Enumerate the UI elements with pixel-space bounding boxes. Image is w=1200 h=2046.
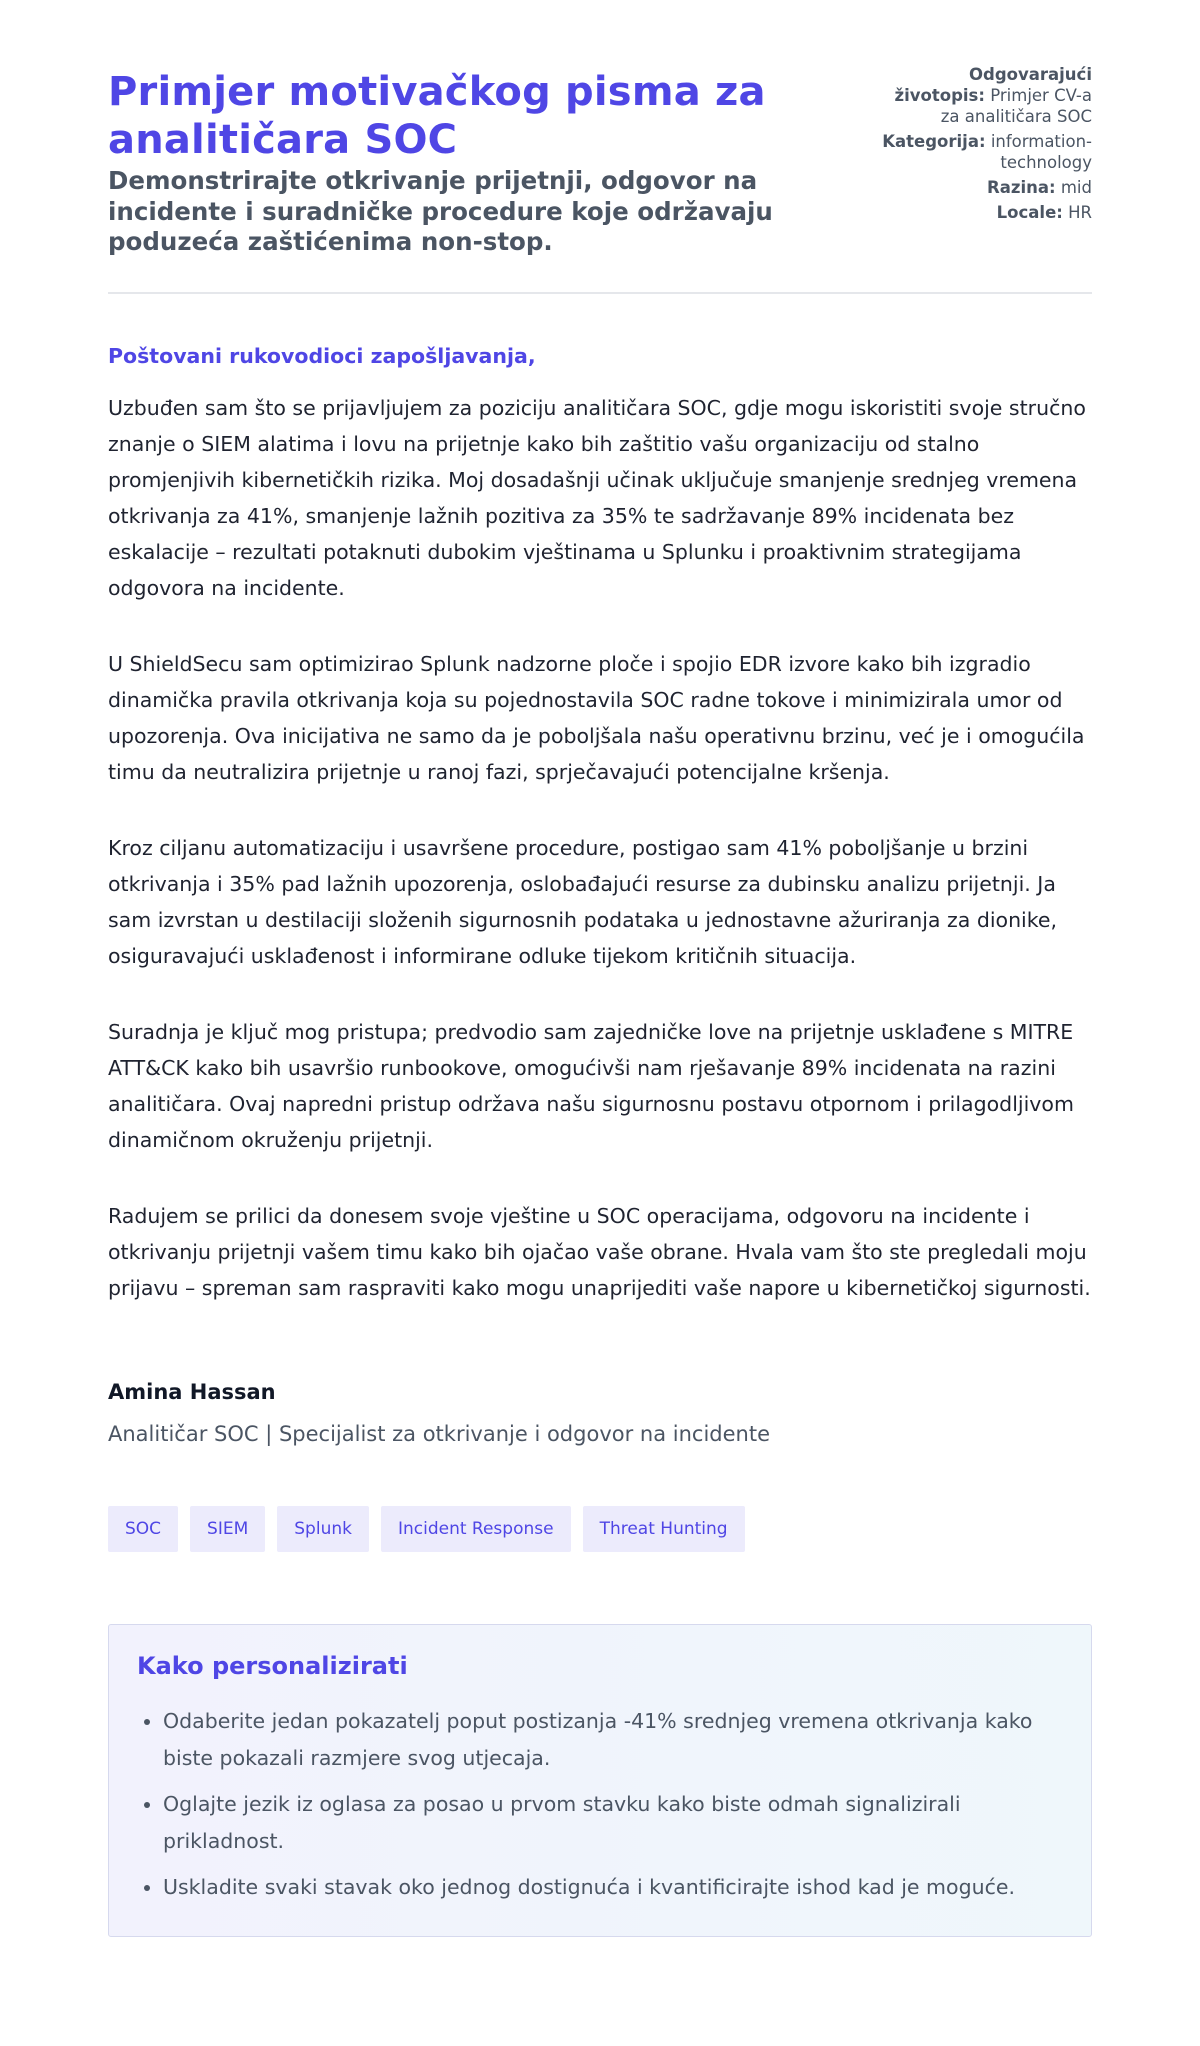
meta-level	[882, 177, 1092, 198]
tag-threat-hunting: Threat Hunting	[583, 1506, 745, 1552]
tag-incident-response: Incident Response	[381, 1506, 571, 1552]
letter-paragraph: Kroz ciljanu automatizaciju i usavršene procedure, postigao sam 41% poboljšanje u brzini otkrivanja i 35% pad lažnih upozorenja, oslobađajući resurse za dubinsku analizu prijetnji. Ja sam izvrstan u destilaciji složenih sigurnosnih podataka u jednostavne ažuriranja za dionike, osiguravajući usklađenost i informirane odluke tijekom kritičnih situacija.	[108, 835, 1058, 968]
signature-block	[108, 1378, 1092, 1448]
page-header	[108, 64, 1092, 294]
tag-splunk: Splunk	[277, 1506, 369, 1552]
meta-value: HR	[1068, 203, 1092, 222]
cover-letter-page	[108, 0, 1092, 1937]
letter-body	[108, 342, 1092, 1306]
letter-paragraph: Radujem se prilici da donesem svoje vještine u SOC operacijama, odgovoru na incidente i otkrivanju prijetnji vašem timu kako bih ojačao vaše obrane. Hvala vam što ste pregledali moju prijavu – spreman sam raspraviti kako mogu unaprijediti vaše napore u kibernetičkoj sigurnosti.	[108, 1203, 1091, 1300]
meta-value-link[interactable]: Primjer CV-a za analitičara SOC	[940, 86, 1092, 126]
tip-item: • Odaberite jedan pokazatelj poput postizanja -41% srednjeg vremena otkrivanja kako biste pokazali razmjere svog utjecaja.	[163, 1703, 1063, 1777]
meta-key: Razina:	[987, 178, 1056, 197]
meta-value: mid	[1060, 178, 1092, 197]
skill-tags	[108, 1506, 1092, 1552]
meta-category	[882, 131, 1092, 173]
tip-item: • Uskladite svaki stavak oko jednog dostignuća i kvantificirajte ishod kad je moguće.	[163, 1869, 1063, 1906]
letter-paragraph: Suradnja je ključ mog pristupa; predvodio sam zajedničke love na prijetnje usklađene s MITRE ATT&CK kako bih usavršio runbookove, omogućivši nam rješavanje 89% incidenata na razini analitičara. Ovaj napredni pristup održava našu sigurnosnu postavu otpornom i prilagodljivom dinamičnom okruženju prijetnji.	[108, 1019, 1074, 1152]
title-block	[108, 64, 828, 258]
tag-siem: SIEM	[190, 1506, 265, 1552]
salutation: Poštovani rukovodioci zapošljavanja,	[108, 343, 536, 368]
letter-paragraph: U ShieldSecu sam optimizirao Splunk nadzorne ploče i spojio EDR izvore kako bih izgradio dinamička pravila otkrivanja koja su pojednostavila SOC radne tokove i minimizirala umor od upozorenja. Ova inicijativa ne samo da je poboljšala našu operativnu brzinu, već je i omogućila timu da neutralizira prijetnje u ranoj fazi, sprječavajući potencijalne kršenja.	[108, 651, 1085, 784]
meta-locale	[882, 202, 1092, 223]
personalization-tips	[108, 1624, 1092, 1937]
meta-key: Odgovarajući životopis:	[894, 65, 1092, 105]
meta-value: information-technology	[990, 132, 1092, 172]
tips-list	[137, 1703, 1063, 1906]
meta-panel	[882, 64, 1092, 227]
tip-item: • Oglajte jezik iz oglasa za posao u prvom stavku kako biste odmah signalizirali prikladnost.	[163, 1786, 1063, 1860]
signature-role: Analitičar SOC | Specijalist za otkrivanje i odgovor na incidente	[108, 1421, 770, 1446]
letter-paragraph: Uzbuđen sam što se prijavljujem za poziciju analitičara SOC, gdje mogu iskoristiti svoje stručno znanje o SIEM alatima i lovu na prijetnje kako bih zaštitio vašu organizaciju od stalno promjenjivih kibernetičkih rizika. Moj dosadašnji učinak uključuje smanjenje srednjeg vremena otkrivanja za 41%, smanjenje lažnih pozitiva za 35% te sadržavanje 89% incidenata bez eskalacije – rezultati potaknuti dubokim vještinama u Splunku i proaktivnim strategijama odgovora na incidente.	[108, 395, 1086, 600]
meta-matching-resume	[882, 64, 1092, 127]
page-title: Primjer motivačkog pisma za analitičara SOC	[108, 69, 766, 163]
meta-key: Kategorija:	[882, 132, 986, 151]
page-subtitle: Demonstrirajte otkrivanje prijetnji, odgovor na incidente i suradničke procedure koje održavaju poduzeća zaštićenima non-stop.	[108, 166, 773, 256]
tips-title: Kako personalizirati	[137, 1651, 408, 1680]
meta-key: Locale:	[996, 203, 1063, 222]
tag-soc: SOC	[108, 1506, 178, 1552]
signature-name: Amina Hassan	[108, 1379, 276, 1404]
